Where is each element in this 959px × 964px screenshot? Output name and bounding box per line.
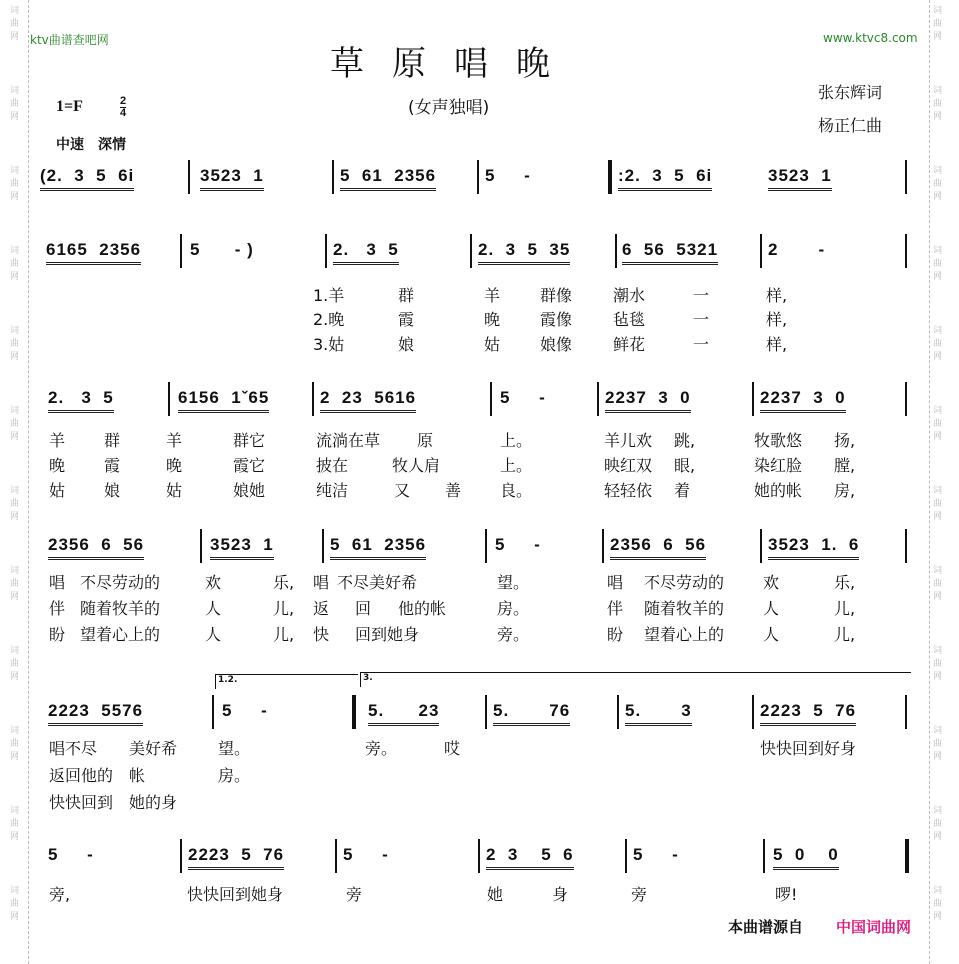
- lyric-syllable: 霞: [104, 456, 121, 475]
- measure-notation: :2. 3 5 6i: [618, 166, 712, 191]
- barline: [905, 382, 907, 416]
- watermark-text: 词 曲 网: [10, 86, 20, 122]
- lyric-syllable: 流淌在草: [316, 431, 381, 450]
- repeat-barline: [352, 695, 356, 729]
- lyric-syllable: 欢: [205, 573, 222, 592]
- lyric-syllable: 盼: [607, 625, 624, 644]
- lyric-syllable: 潮水: [613, 286, 646, 305]
- measure-notation: 5 -: [485, 166, 531, 185]
- volta-bracket-3: 3.: [360, 672, 911, 687]
- lyric-syllable: 哎: [444, 739, 461, 758]
- lyric-syllable: 快快回到: [49, 793, 114, 812]
- measure-notation: 5. 76: [493, 701, 570, 726]
- lyric-syllable: 群: [398, 286, 415, 305]
- watermark-text: 词 曲 网: [933, 326, 943, 362]
- lyric-syllable: 啰!: [775, 885, 798, 904]
- lyric-syllable: 儿,: [273, 599, 295, 618]
- lyric-syllable: 快快回到好身: [760, 739, 857, 758]
- lyric-syllable: 旁: [346, 885, 363, 904]
- lyric-syllable: 返: [313, 599, 330, 618]
- lyric-syllable: 不尽劳动的: [80, 573, 161, 592]
- lyric-syllable: 上。: [500, 431, 533, 450]
- barline: [470, 234, 472, 268]
- measure-notation: 6156 1ˇ65: [178, 388, 269, 413]
- lyric-syllable: 唱: [49, 573, 66, 592]
- lyric-syllable: 房。: [497, 599, 530, 618]
- time-top: 2: [120, 95, 127, 107]
- lyric-syllable: 快快回到她身: [187, 885, 284, 904]
- measure-notation: 5 -: [222, 701, 268, 720]
- barline: [760, 234, 762, 268]
- watermark-text: 词 曲 网: [933, 246, 943, 282]
- lyric-syllable: 群: [104, 431, 121, 450]
- watermark-text: 词 曲 网: [933, 406, 943, 442]
- lyric-syllable: 善: [445, 481, 462, 500]
- source-site-link[interactable]: 中国词曲网: [836, 918, 912, 936]
- measure-notation: 6165 2356: [46, 240, 141, 265]
- time-bottom: 4: [120, 107, 127, 119]
- measure-notation: 5 - ): [190, 240, 254, 259]
- measure-notation: 5. 23: [368, 701, 439, 726]
- measure-notation: 3523 1: [768, 166, 832, 191]
- key-signature: 1=F: [56, 98, 83, 115]
- barline: [485, 529, 487, 563]
- lyric-syllable: 鲜花: [613, 335, 646, 354]
- measure-notation: 2237 3 0: [605, 388, 691, 413]
- lyric-syllable: 染红脸: [754, 456, 803, 475]
- lyric-syllable: 她的帐: [754, 481, 803, 500]
- measure-notation: 2. 3 5: [333, 240, 399, 265]
- lyric-syllable: 3.姑: [313, 335, 345, 354]
- lyric-syllable: 帐: [129, 766, 146, 785]
- lyric-syllable: 娘像: [540, 335, 573, 354]
- watermark-text: 词 曲 网: [933, 726, 943, 762]
- lyric-syllable: 望着心上的: [644, 625, 725, 644]
- lyric-syllable: 着: [674, 481, 691, 500]
- lyric-syllable: 又: [394, 481, 411, 500]
- lyric-syllable: 娘: [104, 481, 121, 500]
- lyric-syllable: 牧人肩: [392, 456, 441, 475]
- measure-notation: 2 23 5616: [320, 388, 416, 413]
- barline: [477, 160, 479, 194]
- measure-notation: 5 -: [495, 535, 541, 554]
- lyric-syllable: 纯洁: [316, 481, 349, 500]
- watermark-text: 词 曲 网: [933, 566, 943, 602]
- watermark-text: 词 曲 网: [933, 886, 943, 922]
- measure-notation: 2356 6 56: [48, 535, 144, 560]
- lyric-syllable: 美好希: [129, 739, 178, 758]
- lyric-syllable: 返回他的: [49, 766, 114, 785]
- lyric-syllable: 伴: [607, 599, 624, 618]
- lyric-syllable: 乐,: [273, 573, 295, 592]
- barline: [485, 695, 487, 729]
- barline: [905, 529, 907, 563]
- barline: [905, 160, 907, 194]
- barline: [752, 695, 754, 729]
- lyric-syllable: 唱不尽: [49, 739, 98, 758]
- barline: [752, 382, 754, 416]
- song-subtitle: (女声独唱): [408, 98, 490, 118]
- watermark-text: 词 曲 网: [10, 486, 20, 522]
- site-name-left: ktv曲谱查吧网: [30, 33, 109, 47]
- lyric-syllable: 儿,: [273, 625, 295, 644]
- lyric-syllable: 跳,: [674, 431, 696, 450]
- lyric-syllable: 人: [205, 625, 222, 644]
- barline: [905, 695, 907, 729]
- barline: [180, 234, 182, 268]
- measure-notation: 2223 5 76: [760, 701, 856, 726]
- measure-notation: 3523 1: [210, 535, 274, 560]
- measure-notation: 2 3 5 6: [486, 845, 574, 870]
- lyric-syllable: 回: [355, 599, 372, 618]
- lyric-syllable: 扬,: [834, 431, 856, 450]
- lyric-syllable: 人: [763, 599, 780, 618]
- lyric-syllable: 她: [487, 885, 504, 904]
- watermark-text: 词 曲 网: [10, 406, 20, 442]
- lyric-syllable: 上。: [500, 456, 533, 475]
- lyric-syllable: 娘她: [233, 481, 266, 500]
- barline: [625, 839, 627, 873]
- watermark-text: 词 曲 网: [933, 166, 943, 202]
- barline: [602, 529, 604, 563]
- barline: [325, 234, 327, 268]
- barline: [188, 160, 190, 194]
- lyric-syllable: 人: [205, 599, 222, 618]
- lyric-syllable: 快: [313, 625, 330, 644]
- lyric-syllable: 原: [417, 431, 434, 450]
- lyric-syllable: 姑: [49, 481, 66, 500]
- measure-notation: 6 56 5321: [622, 240, 718, 265]
- lyric-syllable: 一: [693, 335, 710, 354]
- lyric-syllable: 欢: [763, 573, 780, 592]
- lyric-syllable: 旁。: [365, 739, 398, 758]
- source-label: 本曲谱源自: [728, 918, 804, 936]
- measure-notation: 2. 3 5 35: [478, 240, 570, 265]
- lyric-syllable: 望。: [497, 573, 530, 592]
- lyric-syllable: 人: [763, 625, 780, 644]
- lyric-syllable: 儿,: [834, 599, 856, 618]
- watermark-text: 词 曲 网: [10, 166, 20, 202]
- lyric-syllable: 姑: [166, 481, 183, 500]
- watermark-text: 词 曲 网: [933, 646, 943, 682]
- lyric-syllable: 望。: [218, 739, 251, 758]
- lyric-syllable: 伴: [49, 599, 66, 618]
- barline: [322, 529, 324, 563]
- lyric-syllable: 回到她身: [355, 625, 420, 644]
- lyric-syllable: 随着牧羊的: [80, 599, 161, 618]
- measure-notation: 5 0 0: [773, 845, 839, 870]
- song-title: 草原唱晚: [330, 44, 578, 84]
- lyric-syllable: 霞它: [233, 456, 266, 475]
- lyric-syllable: 房,: [834, 481, 856, 500]
- barline: [332, 160, 334, 194]
- watermark-text: 词 曲 网: [933, 86, 943, 122]
- barline: [760, 529, 762, 563]
- lyric-syllable: 羊: [484, 286, 501, 305]
- lyric-syllable: 群像: [540, 286, 573, 305]
- lyric-syllable: 旁,: [49, 885, 71, 904]
- lyric-syllable: 样,: [766, 310, 788, 329]
- lyric-syllable: 旁。: [497, 625, 530, 644]
- watermark-text: 词 曲 网: [10, 646, 20, 682]
- lyric-syllable: 一: [693, 286, 710, 305]
- measure-notation: 2. 3 5: [48, 388, 114, 413]
- time-signature: [120, 96, 126, 119]
- barline: [168, 382, 170, 416]
- lyric-syllable: 旁: [631, 885, 648, 904]
- lyric-syllable: 样,: [766, 335, 788, 354]
- barline: [597, 382, 599, 416]
- lyric-syllable: 房。: [218, 766, 251, 785]
- barline: [200, 529, 202, 563]
- lyric-syllable: 乐,: [834, 573, 856, 592]
- lyric-syllable: 映红双: [604, 456, 653, 475]
- measure-notation: 2223 5 76: [188, 845, 284, 870]
- barline: [615, 234, 617, 268]
- lyric-syllable: 随着牧羊的: [644, 599, 725, 618]
- measure-notation: (2. 3 5 6i: [40, 166, 134, 191]
- repeat-barline: [905, 839, 909, 873]
- lyric-syllable: 望着心上的: [80, 625, 161, 644]
- barline: [905, 234, 907, 268]
- barline: [763, 839, 765, 873]
- lyric-syllable: 羊: [166, 431, 183, 450]
- lyric-syllable: 身: [552, 885, 569, 904]
- measure-notation: 2 -: [768, 240, 826, 259]
- measure-notation: 5 61 2356: [340, 166, 436, 191]
- lyric-syllable: 良。: [500, 481, 533, 500]
- barline: [490, 382, 492, 416]
- lyric-syllable: 不尽劳动的: [644, 573, 725, 592]
- measure-notation: 2223 5576: [48, 701, 143, 726]
- measure-notation: 2356 6 56: [610, 535, 706, 560]
- site-url-right: www.ktvc8.com: [823, 31, 918, 45]
- watermark-text: 词 曲 网: [10, 566, 20, 602]
- measure-notation: 5 -: [343, 845, 389, 864]
- lyric-syllable: 群它: [233, 431, 266, 450]
- measure-notation: 3523 1: [200, 166, 264, 191]
- lyric-syllable: 轻轻依: [604, 481, 653, 500]
- barline: [617, 695, 619, 729]
- measure-notation: 2237 3 0: [760, 388, 846, 413]
- lyric-syllable: 牧歌悠: [754, 431, 803, 450]
- lyric-syllable: 膛,: [834, 456, 856, 475]
- lyric-syllable: 羊儿欢: [604, 431, 653, 450]
- lyric-syllable: 唱: [607, 573, 624, 592]
- barline: [478, 839, 480, 873]
- composer: 杨正仁曲: [818, 116, 883, 135]
- lyric-syllable: 样,: [766, 286, 788, 305]
- watermark-text: 词 曲 网: [933, 486, 943, 522]
- lyric-syllable: 披在: [316, 456, 349, 475]
- repeat-barline: [608, 160, 612, 194]
- lyric-syllable: 唱: [313, 573, 330, 592]
- measure-notation: 3523 1. 6: [768, 535, 859, 560]
- lyric-syllable: 晚: [484, 310, 501, 329]
- lyric-syllable: 2.晚: [313, 310, 345, 329]
- lyric-syllable: 儿,: [834, 625, 856, 644]
- watermark-text: 词 曲 网: [933, 6, 943, 42]
- lyric-syllable: 她的身: [129, 793, 178, 812]
- lyric-syllable: 晚: [49, 456, 66, 475]
- lyric-syllable: 霞像: [540, 310, 573, 329]
- lyric-syllable: 霞: [398, 310, 415, 329]
- lyric-syllable: 1.羊: [313, 286, 345, 305]
- lyric-syllable: 一: [693, 310, 710, 329]
- lyric-syllable: 羊: [49, 431, 66, 450]
- watermark-text: 词 曲 网: [933, 806, 943, 842]
- lyricist: 张东辉词: [818, 83, 883, 102]
- measure-notation: 5. 3: [625, 701, 692, 726]
- watermark-text: 词 曲 网: [10, 886, 20, 922]
- lyric-syllable: 不尽美好希: [337, 573, 418, 592]
- watermark-text: 词 曲 网: [10, 326, 20, 362]
- lyric-syllable: 娘: [398, 335, 415, 354]
- measure-notation: 5 61 2356: [330, 535, 426, 560]
- barline: [212, 695, 214, 729]
- lyric-syllable: 姑: [484, 335, 501, 354]
- watermark-text: 词 曲 网: [10, 726, 20, 762]
- watermark-text: 词 曲 网: [10, 6, 20, 42]
- measure-notation: 5 -: [500, 388, 546, 407]
- lyric-syllable: 眼,: [674, 456, 696, 475]
- barline: [312, 382, 314, 416]
- watermark-text: 词 曲 网: [10, 246, 20, 282]
- lyric-syllable: 毡毯: [613, 310, 646, 329]
- volta-bracket-1-2: 1.2.: [215, 674, 358, 689]
- watermark-text: 词 曲 网: [10, 806, 20, 842]
- lyric-syllable: 晚: [166, 456, 183, 475]
- measure-notation: 5 -: [633, 845, 679, 864]
- measure-notation: 5 -: [48, 845, 94, 864]
- lyric-syllable: 他的帐: [398, 599, 447, 618]
- lyric-syllable: 盼: [49, 625, 66, 644]
- barline: [335, 839, 337, 873]
- tempo-marking: 中速 深情: [56, 137, 126, 153]
- barline: [180, 839, 182, 873]
